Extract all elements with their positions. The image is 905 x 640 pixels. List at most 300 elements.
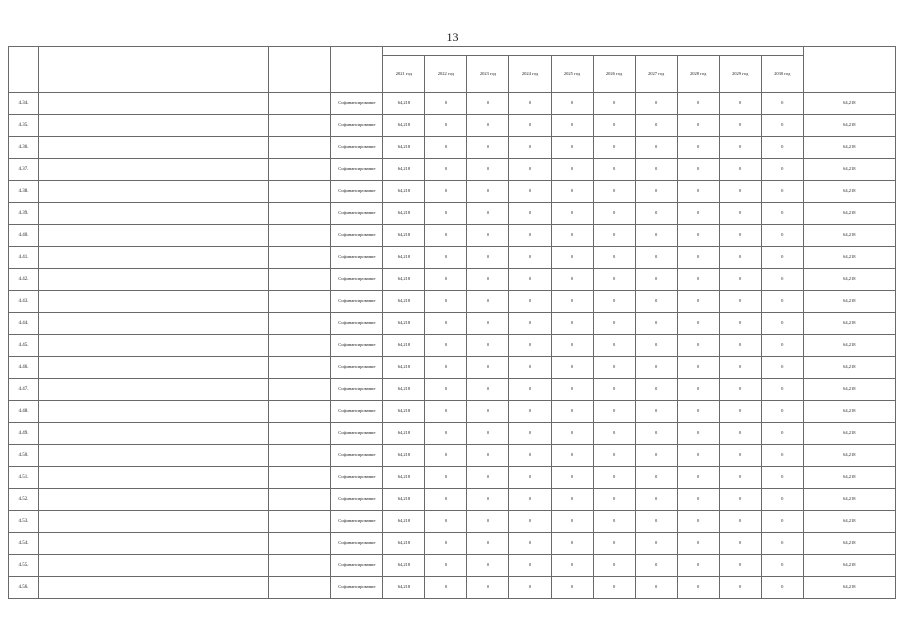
table-row	[9, 93, 896, 115]
row-measure	[269, 181, 331, 203]
row-year-value: 0	[761, 577, 803, 599]
row-year-value: 0	[677, 137, 719, 159]
header-year: 2021 год	[383, 56, 425, 93]
row-year-value: 0	[509, 247, 551, 269]
row-index: 4.51.	[9, 467, 39, 489]
row-year-value: 0	[677, 181, 719, 203]
row-year-value: 0	[467, 335, 509, 357]
header-year: 2030 год	[761, 56, 803, 93]
row-total: 64,218	[803, 225, 895, 247]
row-year-value: 0	[551, 269, 593, 291]
row-year-value: 0	[593, 357, 635, 379]
row-year-value: 0	[467, 225, 509, 247]
row-year-value: 0	[761, 467, 803, 489]
row-measure	[269, 225, 331, 247]
row-year-value: 0	[467, 357, 509, 379]
row-year-value: 0	[677, 423, 719, 445]
row-year-value: 64,218	[383, 423, 425, 445]
row-year-value: 0	[467, 115, 509, 137]
row-measure	[269, 533, 331, 555]
row-source: Софинансирование	[331, 93, 383, 115]
table-row	[9, 335, 896, 357]
table-header	[9, 47, 896, 93]
row-year-value: 64,218	[383, 445, 425, 467]
row-year-value: 0	[509, 489, 551, 511]
row-year-value: 0	[467, 269, 509, 291]
row-source: Софинансирование	[331, 203, 383, 225]
row-year-value: 64,218	[383, 401, 425, 423]
row-year-value: 0	[551, 511, 593, 533]
row-year-value: 0	[467, 445, 509, 467]
row-year-value: 0	[509, 291, 551, 313]
row-year-value: 0	[509, 159, 551, 181]
row-year-value: 0	[635, 401, 677, 423]
row-index: 4.35.	[9, 115, 39, 137]
row-year-value: 0	[551, 423, 593, 445]
header-year: 2027 год	[635, 56, 677, 93]
header-total	[803, 47, 895, 93]
row-year-value: 64,218	[383, 335, 425, 357]
row-year-value: 0	[719, 269, 761, 291]
row-name	[39, 225, 269, 247]
row-year-value: 0	[593, 313, 635, 335]
row-source: Софинансирование	[331, 467, 383, 489]
table-row	[9, 555, 896, 577]
row-year-value: 0	[761, 137, 803, 159]
row-year-value: 0	[425, 291, 467, 313]
row-year-value: 0	[719, 313, 761, 335]
row-index: 4.54.	[9, 533, 39, 555]
row-year-value: 64,218	[383, 555, 425, 577]
row-year-value: 0	[719, 423, 761, 445]
row-name	[39, 313, 269, 335]
row-year-value: 0	[635, 511, 677, 533]
row-year-value: 0	[677, 313, 719, 335]
row-year-value: 64,218	[383, 93, 425, 115]
table-row	[9, 247, 896, 269]
row-year-value: 0	[761, 379, 803, 401]
row-year-value: 0	[677, 247, 719, 269]
row-name	[39, 93, 269, 115]
row-year-value: 0	[425, 93, 467, 115]
row-source: Софинансирование	[331, 269, 383, 291]
header-index	[9, 47, 39, 93]
row-year-value: 0	[719, 489, 761, 511]
row-source: Софинансирование	[331, 533, 383, 555]
row-index: 4.40.	[9, 225, 39, 247]
row-name	[39, 511, 269, 533]
row-total: 64,218	[803, 159, 895, 181]
row-year-value: 0	[551, 555, 593, 577]
row-year-value: 0	[635, 489, 677, 511]
row-year-value: 0	[509, 467, 551, 489]
row-year-value: 0	[677, 445, 719, 467]
row-year-value: 0	[719, 247, 761, 269]
row-source: Софинансирование	[331, 137, 383, 159]
row-total: 64,218	[803, 467, 895, 489]
row-source: Софинансирование	[331, 489, 383, 511]
row-year-value: 0	[761, 93, 803, 115]
row-year-value: 0	[509, 93, 551, 115]
row-total: 64,218	[803, 137, 895, 159]
row-year-value: 0	[425, 467, 467, 489]
row-year-value: 0	[719, 379, 761, 401]
row-year-value: 64,218	[383, 489, 425, 511]
row-total: 64,218	[803, 203, 895, 225]
row-measure	[269, 269, 331, 291]
table-row	[9, 225, 896, 247]
row-year-value: 0	[425, 533, 467, 555]
row-index: 4.46.	[9, 357, 39, 379]
row-year-value: 64,218	[383, 159, 425, 181]
row-year-value: 0	[635, 203, 677, 225]
row-index: 4.50.	[9, 445, 39, 467]
row-total: 64,218	[803, 555, 895, 577]
row-total: 64,218	[803, 445, 895, 467]
row-year-value: 0	[719, 181, 761, 203]
row-year-value: 0	[635, 247, 677, 269]
row-year-value: 0	[425, 247, 467, 269]
row-year-value: 0	[635, 445, 677, 467]
row-name	[39, 379, 269, 401]
row-year-value: 0	[719, 401, 761, 423]
row-year-value: 0	[551, 115, 593, 137]
row-source: Софинансирование	[331, 401, 383, 423]
row-measure	[269, 335, 331, 357]
row-year-value: 0	[719, 203, 761, 225]
row-source: Софинансирование	[331, 313, 383, 335]
row-name	[39, 247, 269, 269]
row-year-value: 0	[677, 533, 719, 555]
row-year-value: 0	[761, 269, 803, 291]
row-source: Софинансирование	[331, 335, 383, 357]
row-year-value: 0	[593, 467, 635, 489]
row-year-value: 0	[467, 313, 509, 335]
table-row	[9, 511, 896, 533]
row-year-value: 0	[467, 181, 509, 203]
header-source	[331, 47, 383, 93]
row-total: 64,218	[803, 489, 895, 511]
row-total: 64,218	[803, 181, 895, 203]
table-row	[9, 533, 896, 555]
row-year-value: 0	[761, 555, 803, 577]
row-year-value: 0	[761, 313, 803, 335]
row-year-value: 0	[761, 511, 803, 533]
row-year-value: 0	[761, 423, 803, 445]
row-year-value: 0	[425, 401, 467, 423]
row-name	[39, 533, 269, 555]
row-year-value: 0	[425, 357, 467, 379]
row-index: 4.43.	[9, 291, 39, 313]
row-year-value: 0	[635, 291, 677, 313]
row-total: 64,218	[803, 247, 895, 269]
row-year-value: 0	[425, 511, 467, 533]
row-name	[39, 159, 269, 181]
row-total: 64,218	[803, 577, 895, 599]
row-year-value: 0	[593, 533, 635, 555]
row-year-value: 0	[719, 555, 761, 577]
row-year-value: 0	[677, 467, 719, 489]
row-year-value: 0	[425, 203, 467, 225]
row-year-value: 0	[593, 335, 635, 357]
row-year-value: 0	[593, 203, 635, 225]
row-year-value: 0	[551, 159, 593, 181]
row-year-value: 0	[509, 335, 551, 357]
row-year-value: 0	[551, 203, 593, 225]
row-year-value: 0	[635, 159, 677, 181]
header-name	[39, 47, 269, 93]
row-year-value: 0	[509, 577, 551, 599]
row-year-value: 64,218	[383, 181, 425, 203]
row-total: 64,218	[803, 423, 895, 445]
row-year-value: 0	[593, 137, 635, 159]
row-total: 64,218	[803, 533, 895, 555]
row-year-value: 0	[761, 445, 803, 467]
row-year-value: 0	[425, 181, 467, 203]
row-year-value: 0	[467, 577, 509, 599]
table-row	[9, 577, 896, 599]
table-row	[9, 137, 896, 159]
row-year-value: 0	[719, 445, 761, 467]
row-year-value: 0	[635, 357, 677, 379]
row-name	[39, 137, 269, 159]
row-year-value: 0	[425, 555, 467, 577]
row-year-value: 0	[425, 489, 467, 511]
row-year-value: 0	[551, 247, 593, 269]
row-year-value: 0	[761, 401, 803, 423]
row-year-value: 0	[509, 137, 551, 159]
row-total: 64,218	[803, 401, 895, 423]
row-total: 64,218	[803, 115, 895, 137]
row-year-value: 0	[551, 181, 593, 203]
row-year-value: 0	[761, 115, 803, 137]
row-year-value: 64,218	[383, 467, 425, 489]
header-year: 2025 год	[551, 56, 593, 93]
header-year: 2023 год	[467, 56, 509, 93]
row-year-value: 0	[551, 489, 593, 511]
row-year-value: 0	[551, 137, 593, 159]
row-year-value: 0	[677, 269, 719, 291]
row-index: 4.42.	[9, 269, 39, 291]
table-row	[9, 357, 896, 379]
row-year-value: 0	[677, 555, 719, 577]
row-year-value: 0	[509, 313, 551, 335]
row-year-value: 0	[425, 445, 467, 467]
row-year-value: 0	[635, 115, 677, 137]
row-name	[39, 489, 269, 511]
row-year-value: 0	[551, 533, 593, 555]
row-source: Софинансирование	[331, 225, 383, 247]
header-year: 2028 год	[677, 56, 719, 93]
row-measure	[269, 379, 331, 401]
row-name	[39, 577, 269, 599]
row-total: 64,218	[803, 313, 895, 335]
row-year-value: 0	[719, 335, 761, 357]
row-name	[39, 467, 269, 489]
row-year-value: 0	[677, 115, 719, 137]
row-year-value: 0	[551, 357, 593, 379]
row-year-value: 0	[593, 181, 635, 203]
row-measure	[269, 115, 331, 137]
row-index: 4.37.	[9, 159, 39, 181]
row-year-value: 0	[593, 93, 635, 115]
row-index: 4.38.	[9, 181, 39, 203]
row-year-value: 0	[467, 247, 509, 269]
row-year-value: 0	[425, 159, 467, 181]
row-year-value: 0	[677, 489, 719, 511]
header-year: 2024 год	[509, 56, 551, 93]
row-year-value: 0	[719, 115, 761, 137]
row-source: Софинансирование	[331, 291, 383, 313]
row-source: Софинансирование	[331, 445, 383, 467]
row-name	[39, 115, 269, 137]
row-name	[39, 401, 269, 423]
row-year-value: 0	[593, 423, 635, 445]
row-year-value: 0	[677, 577, 719, 599]
row-measure	[269, 555, 331, 577]
row-source: Софинансирование	[331, 159, 383, 181]
row-year-value: 0	[635, 269, 677, 291]
row-year-value: 0	[635, 93, 677, 115]
table-row	[9, 489, 896, 511]
row-measure	[269, 137, 331, 159]
row-year-value: 0	[551, 291, 593, 313]
row-measure	[269, 357, 331, 379]
header-measure	[269, 47, 331, 93]
row-year-value: 64,218	[383, 291, 425, 313]
row-index: 4.44.	[9, 313, 39, 335]
row-year-value: 0	[509, 115, 551, 137]
header-year: 2029 год	[719, 56, 761, 93]
row-year-value: 0	[677, 379, 719, 401]
row-year-value: 0	[593, 247, 635, 269]
row-year-value: 0	[635, 533, 677, 555]
row-year-value: 64,218	[383, 379, 425, 401]
row-year-value: 0	[551, 467, 593, 489]
row-year-value: 0	[467, 511, 509, 533]
row-year-value: 0	[761, 159, 803, 181]
header-year: 2022 год	[425, 56, 467, 93]
row-year-value: 0	[761, 203, 803, 225]
row-source: Софинансирование	[331, 423, 383, 445]
row-year-value: 0	[425, 225, 467, 247]
row-year-value: 0	[593, 577, 635, 599]
row-year-value: 0	[467, 467, 509, 489]
row-measure	[269, 489, 331, 511]
row-index: 4.39.	[9, 203, 39, 225]
row-year-value: 0	[761, 247, 803, 269]
row-measure	[269, 445, 331, 467]
row-index: 4.48.	[9, 401, 39, 423]
table-row	[9, 313, 896, 335]
row-index: 4.34.	[9, 93, 39, 115]
table-row	[9, 115, 896, 137]
row-year-value: 0	[635, 379, 677, 401]
row-year-value: 0	[677, 225, 719, 247]
row-source: Софинансирование	[331, 555, 383, 577]
row-measure	[269, 467, 331, 489]
row-measure	[269, 313, 331, 335]
row-year-value: 0	[425, 577, 467, 599]
row-source: Софинансирование	[331, 181, 383, 203]
row-total: 64,218	[803, 269, 895, 291]
row-year-value: 0	[551, 445, 593, 467]
row-year-value: 64,218	[383, 247, 425, 269]
row-total: 64,218	[803, 379, 895, 401]
row-year-value: 0	[467, 203, 509, 225]
row-year-value: 0	[467, 379, 509, 401]
row-year-value: 0	[719, 137, 761, 159]
table-row	[9, 181, 896, 203]
row-year-value: 0	[719, 291, 761, 313]
row-year-value: 0	[593, 445, 635, 467]
table-row	[9, 269, 896, 291]
row-index: 4.41.	[9, 247, 39, 269]
row-year-value: 0	[509, 423, 551, 445]
row-year-value: 0	[551, 93, 593, 115]
row-year-value: 64,218	[383, 357, 425, 379]
row-year-value: 0	[635, 555, 677, 577]
row-year-value: 0	[551, 313, 593, 335]
row-year-value: 0	[719, 357, 761, 379]
row-year-value: 0	[719, 159, 761, 181]
row-year-value: 0	[593, 269, 635, 291]
row-year-value: 0	[467, 137, 509, 159]
row-measure	[269, 511, 331, 533]
row-year-value: 0	[593, 555, 635, 577]
row-year-value: 0	[551, 577, 593, 599]
row-year-value: 0	[551, 401, 593, 423]
row-total: 64,218	[803, 511, 895, 533]
row-year-value: 0	[719, 225, 761, 247]
row-year-value: 0	[467, 291, 509, 313]
row-year-value: 0	[635, 225, 677, 247]
row-year-value: 0	[719, 467, 761, 489]
row-year-value: 0	[467, 423, 509, 445]
table-row	[9, 203, 896, 225]
row-year-value: 0	[467, 401, 509, 423]
row-year-value: 0	[509, 533, 551, 555]
row-year-value: 64,218	[383, 115, 425, 137]
row-measure	[269, 93, 331, 115]
row-year-value: 0	[509, 357, 551, 379]
row-year-value: 0	[467, 533, 509, 555]
row-year-value: 0	[593, 401, 635, 423]
row-year-value: 0	[509, 225, 551, 247]
row-year-value: 0	[677, 203, 719, 225]
row-year-value: 64,218	[383, 225, 425, 247]
row-year-value: 64,218	[383, 137, 425, 159]
row-year-value: 0	[467, 555, 509, 577]
row-year-value: 0	[719, 511, 761, 533]
row-year-value: 0	[593, 291, 635, 313]
row-year-value: 0	[425, 269, 467, 291]
table-row	[9, 467, 896, 489]
row-year-value: 0	[761, 533, 803, 555]
row-year-value: 0	[635, 313, 677, 335]
row-year-value: 0	[761, 489, 803, 511]
row-index: 4.36.	[9, 137, 39, 159]
row-year-value: 0	[551, 379, 593, 401]
row-year-value: 0	[425, 335, 467, 357]
row-index: 4.52.	[9, 489, 39, 511]
row-year-value: 0	[593, 159, 635, 181]
row-year-value: 0	[467, 159, 509, 181]
header-year: 2026 год	[593, 56, 635, 93]
row-year-value: 0	[509, 203, 551, 225]
row-year-value: 0	[509, 379, 551, 401]
table-row	[9, 159, 896, 181]
